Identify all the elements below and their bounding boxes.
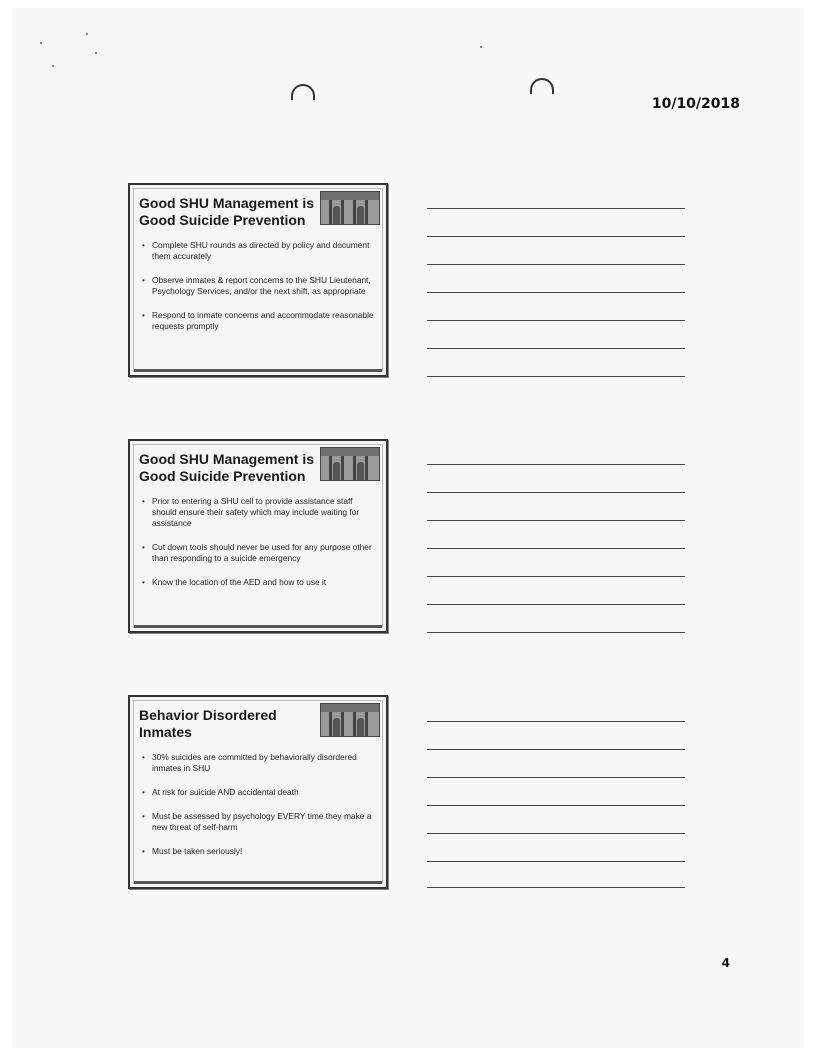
note-line (427, 632, 685, 633)
note-line (427, 320, 685, 321)
slide-2 (128, 439, 388, 633)
note-line (427, 887, 685, 888)
note-line (427, 208, 685, 209)
slide-bullet-list (140, 496, 376, 601)
slide-title: Good SHU Management is Good Suicide Prevention (139, 451, 315, 484)
slide-bullet: • Must be assessed by psychology EVERY time they make a new threat of self-harm (140, 811, 376, 833)
note-line (427, 236, 685, 237)
note-line (427, 749, 685, 750)
note-line (427, 777, 685, 778)
prison-cells-image (320, 191, 380, 225)
slide-bullet-list (140, 752, 376, 870)
scan-speck (86, 33, 88, 35)
note-line (427, 292, 685, 293)
slide-bullet: • Cut down tools should never be used for any purpose other than responding to a suicide emergency (140, 542, 376, 564)
scan-speck (52, 65, 54, 67)
note-line (427, 576, 685, 577)
note-line (427, 464, 685, 465)
slide-bullet: • Complete SHU rounds as directed by policy and document them accurately (140, 240, 376, 262)
slide-1 (128, 183, 388, 377)
note-line (427, 520, 685, 521)
note-line (427, 833, 685, 834)
slide-bullet: • Respond to inmate concerns and accommodate reasonable requests promptly (140, 310, 376, 332)
note-line (427, 348, 685, 349)
slide-bullet: • Must be taken seriously! (140, 846, 376, 857)
note-line (427, 492, 685, 493)
note-line (427, 264, 685, 265)
note-line (427, 376, 685, 377)
scan-speck (40, 42, 42, 44)
slide-bullet: • Observe inmates & report concerns to the SHU Lieutenant, Psychology Services, and/or the next shift, as appropriate (140, 275, 376, 297)
slide-bullet: • 30% suicides are committed by behaviorally disordered inmates in SHU (140, 752, 376, 774)
note-line (427, 805, 685, 806)
slide-bottom-rule (134, 881, 382, 884)
note-line (427, 861, 685, 862)
slide-title: Behavior Disordered Inmates (139, 707, 277, 740)
slide-bullet: • At risk for suicide AND accidental death (140, 787, 376, 798)
slide-bottom-rule (134, 625, 382, 628)
prison-cells-image (320, 703, 380, 737)
note-line (427, 548, 685, 549)
page-number: 4 (721, 956, 730, 970)
prison-cells-image (320, 447, 380, 481)
slide-title: Good SHU Management is Good Suicide Prevention (139, 195, 315, 228)
slide-bullet-list (140, 240, 376, 345)
slide-bottom-rule (134, 369, 382, 372)
slide-3 (128, 695, 388, 889)
slide-bullet: • Know the location of the AED and how to use it (140, 577, 376, 588)
scan-speck (95, 52, 97, 54)
scan-speck (480, 46, 482, 48)
page-date: 10/10/2018 (651, 96, 740, 112)
slide-bullet: • Prior to entering a SHU cell to provide assistance staff should ensure their safety which may include waiting for assistance (140, 496, 376, 529)
note-line (427, 604, 685, 605)
note-line (427, 721, 685, 722)
